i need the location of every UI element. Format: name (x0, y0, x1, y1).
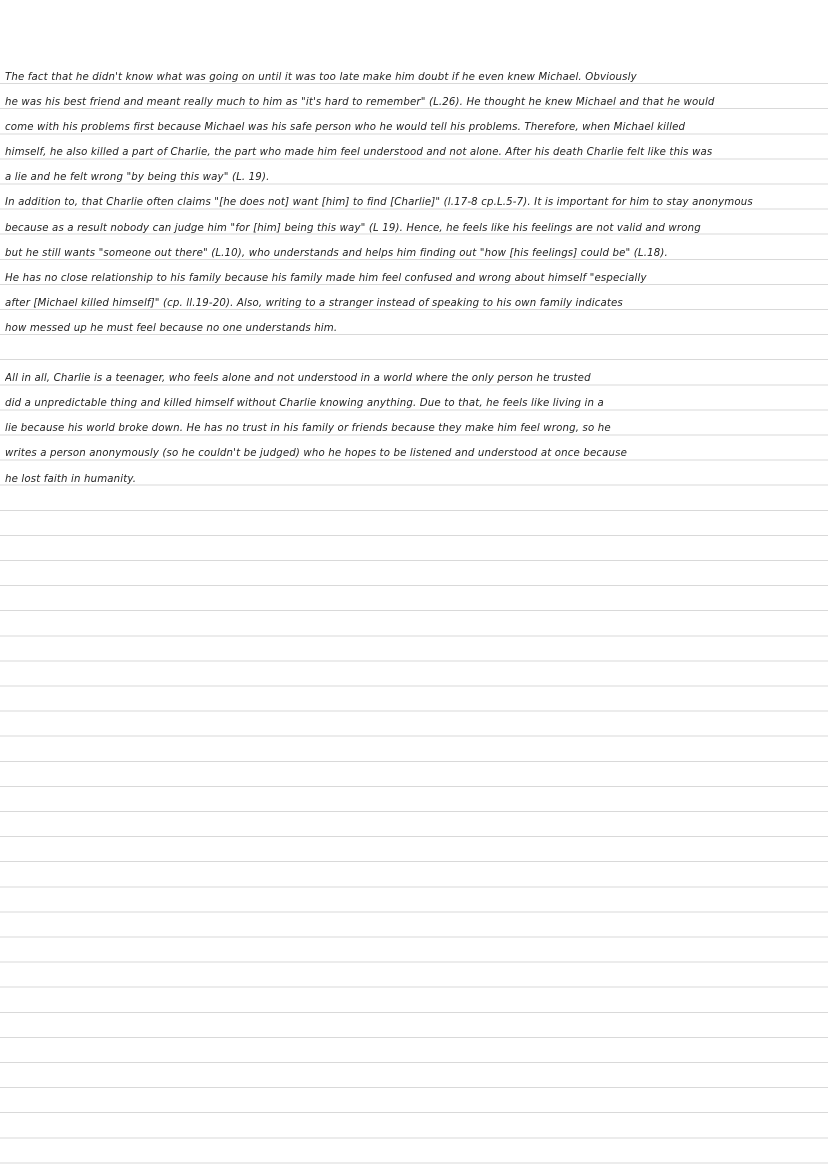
text-line: The fact that he didn't know what was going on until it was too late make him doubt if he even knew Michael. Obviously (5, 72, 637, 83)
text-line: but he still wants "someone out there" (L.10), who understands and helps him finding out "how [his feelings] could be" (L.18). (5, 247, 668, 259)
text-line: All in all, Charlie is a teenager, who feels alone and not understood in a world where the only person he trusted (5, 373, 591, 385)
text-line: he was his best friend and meant really much to him as "it's hard to remember" (L.26). He thought he knew Michael and that he would (5, 97, 715, 109)
handwritten-text (5, 65, 825, 492)
text-line: come with his problems first because Michael was his safe person who he would tell his problems. Therefore, when Michael killed (5, 122, 686, 134)
blank-line (5, 341, 825, 366)
paragraph-2 (5, 366, 825, 491)
text-line: himself, he also killed a part of Charlie, the part who made him feel understood and not alone. After his death Charlie felt like this was (5, 147, 713, 159)
text-line: because as a result nobody can judge him "for [him] being this way" (L 19). Hence, he feels like his feelings are not valid and wrong (5, 222, 701, 234)
text-line: a lie and he felt wrong "by being this way" (L. 19). (5, 172, 270, 184)
text-line: He has no close relationship to his family because his family made him feel confused and wrong about himself "especially (5, 272, 647, 284)
text-line: writes a person anonymously (so he couldn't be judged) who he hopes to be listened and understood at once because (5, 448, 628, 460)
text-line: In addition to, that Charlie often claims "[he does not] want [him] to find [Charlie]" (l.17-8 cp.L.5-7). It is important for him to stay anonymous (5, 197, 753, 209)
text-line: lie because his world broke down. He has no trust in his family or friends because they make him feel wrong, so he (5, 423, 611, 435)
text-line: did a unpredictable thing and killed himself without Charlie knowing anything. Due to that, he feels like living in a (5, 398, 604, 410)
paragraph-1 (5, 65, 825, 341)
text-line: he lost faith in humanity. (5, 473, 137, 485)
text-line: how messed up he must feel because no one understands him. (5, 322, 338, 334)
text-line: after [Michael killed himself]" (cp. ll.19-20). Also, writing to a stranger instead of speaking to his own family indicates (5, 297, 623, 309)
paper-top-margin (0, 0, 828, 60)
